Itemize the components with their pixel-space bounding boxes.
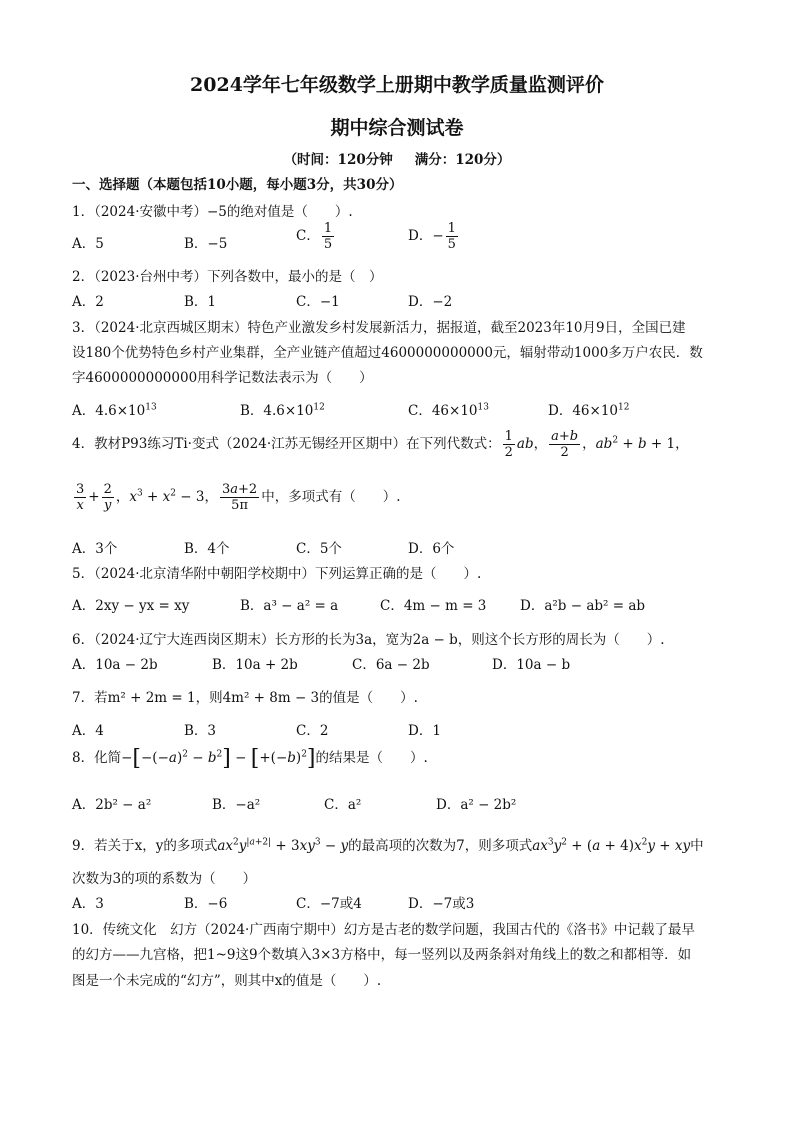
- q1-c-numerator: 1: [323, 221, 333, 236]
- q3-a-text: A．4.6×10: [72, 403, 146, 419]
- q1-d-denominator: 5: [447, 237, 456, 252]
- q3-c-exponent: 13: [477, 402, 489, 413]
- q4-line-2: [72, 482, 401, 513]
- q8-option-b: B．−a²: [212, 797, 261, 813]
- q4-option-d: D．6个: [408, 541, 455, 557]
- q8-option-c: C．a²: [324, 797, 362, 813]
- q9-option-b: B．−6: [184, 896, 228, 912]
- q1-option-c-fraction: [322, 221, 334, 252]
- q3-d-exponent: 12: [618, 402, 630, 413]
- exam-time: （时间：120分钟: [283, 152, 393, 168]
- q1-c-denominator: 5: [323, 237, 333, 252]
- q2-option-b: B．1: [184, 294, 217, 310]
- q2-option-c: C．−1: [296, 294, 340, 310]
- q4-expressions-2: $\frac{3}{x}$ + $\frac{2}{y}$ ，$x^3 + x^2 - 3$， $\frac{3a+2}{5\pi}$: [76, 482, 258, 513]
- q4-line-2-text: 中，多项式有（ ）.: [261, 489, 401, 505]
- q5-option-b: B．a³ − a² = a: [240, 598, 339, 614]
- q1-option-a: A．5: [72, 236, 104, 252]
- section-heading: 一、选择题（本题包括10小题，每小题3分，共30分）: [72, 177, 403, 193]
- q4-option-a: A．3个: [72, 541, 118, 557]
- q7-option-d: D．1: [408, 723, 441, 739]
- q2-option-a: A．2: [72, 294, 104, 310]
- q2-option-d: D．−2: [408, 294, 453, 310]
- q10-line-3: 图是一个未完成的“幻方”，则其中x的值是（ ）.: [72, 973, 382, 989]
- q4-line-1-text: 4．教材P93练习Ti·变式（2024·江苏无锡经开区期中）在下列代数式：: [72, 436, 501, 452]
- q9-text-b: 的最高项的次数为7，则多项式: [348, 838, 533, 854]
- q9-text-c: 中: [690, 838, 704, 854]
- q8-stem: [72, 746, 428, 771]
- q9-polynomial-1: $ax^2y^{|a+2|} + 3xy^3 - y$: [217, 837, 349, 854]
- q8-post-text: 的结果是（ ）.: [315, 750, 428, 766]
- q3-a-exponent: 13: [145, 402, 157, 413]
- exam-score: 满分：120分）: [414, 152, 511, 168]
- q3-option-b: [240, 399, 325, 419]
- q7-option-b: B．3: [184, 723, 217, 739]
- q6-option-c: C．6a − 2b: [352, 657, 430, 673]
- q3-option-c: [408, 399, 489, 419]
- q4-expressions-1: $\frac{1}{2}$ ab， $\frac{a+b}{2}$ ，$ab^2 + b + 1$，: [504, 429, 689, 460]
- q5-option-c: C．4m − m = 3: [380, 598, 487, 614]
- q7-option-c: C．2: [296, 723, 329, 739]
- q1-d-numerator: 1: [447, 221, 456, 236]
- exam-title: 2024学年七年级数学上册期中教学质量监测评价: [190, 74, 604, 96]
- q8-option-a: A．2b² − a²: [72, 797, 152, 813]
- q8-expression: $-[-(-a)^2 - b^2] - [+(-b)^2]$: [121, 746, 316, 771]
- q7-option-a: A．4: [72, 723, 104, 739]
- q9-polynomial-2: $ax^3y^2 + (a + 4)x^2y$ + xy: [532, 837, 691, 854]
- q3-line-3: 字4600000000000用科学记数法表示为（ ）: [72, 370, 373, 386]
- q1-option-c-label: C．: [296, 228, 320, 244]
- q5-option-a: A．2xy − yx = xy: [72, 598, 190, 614]
- q1-option-c: [296, 221, 336, 252]
- q1-option-d-fraction: [446, 221, 458, 252]
- q3-b-exponent: 12: [313, 402, 325, 413]
- q9-option-d: D．−7或3: [408, 896, 475, 912]
- exam-time-score: [0, 148, 794, 168]
- q3-line-2: 设180个优势特色乡村产业集群，全产业链产值超过4600000000000元，辐射带动1000多万户农民．数: [72, 345, 703, 361]
- q4-option-b: B．4个: [184, 541, 230, 557]
- q6-option-a: A．10a − 2b: [72, 657, 158, 673]
- q8-option-d: D．a² − 2b²: [436, 797, 517, 813]
- q6-stem: 6．（2024·辽宁大连西岗区期末）长方形的长为3a，宽为2a − b，则这个长方形的周长为（ ）.: [72, 632, 665, 648]
- q3-d-text: D．46×10: [548, 403, 618, 419]
- q1-option-b: B．−5: [184, 236, 228, 252]
- q3-b-text: B．4.6×10: [240, 403, 314, 419]
- q4-option-c: C．5个: [296, 541, 342, 557]
- q1-stem: 1．（2024·安徽中考）−5的绝对值是（ ）.: [72, 204, 353, 220]
- q6-option-d: D．10a − b: [492, 657, 571, 673]
- exam-subtitle: 期中综合测试卷: [330, 117, 464, 139]
- q9-text-a: 9．若关于x，y的多项式: [72, 838, 218, 854]
- q5-stem: 5．（2024·北京清华附中朝阳学校期中）下列运算正确的是（ ）.: [72, 566, 482, 582]
- q1-option-d: [408, 221, 460, 252]
- q4-line-1: [72, 429, 689, 460]
- q9-line-1: [72, 834, 704, 854]
- q9-line-2: 次数为3的项的系数为（ ）: [72, 871, 257, 887]
- q3-option-a: [72, 399, 157, 419]
- q3-line-1: 3．（2024·北京西城区期末）特色产业激发乡村发展新活力，据报道，截至2023年10月9日，全国已建: [72, 320, 686, 336]
- q9-option-c: C．−7或4: [296, 896, 362, 912]
- q5-option-d: D．a²b − ab² = ab: [520, 598, 646, 614]
- q10-line-1: 10．传统文化 幻方（2024·广西南宁期中）幻方是古老的数学问题，我国古代的《洛书》中记载了最早: [72, 922, 695, 938]
- q3-c-text: C．46×10: [408, 403, 478, 419]
- q10-line-2: 的幻方——九宫格，把1~9这9个数填入3×3方格中，每一竖列以及两条斜对角线上的数之和都相等．如: [72, 947, 692, 963]
- q9-option-a: A．3: [72, 896, 104, 912]
- q1-option-d-label: D．−: [408, 228, 444, 244]
- q6-option-b: B．10a + 2b: [212, 657, 298, 673]
- q8-pre-text: 8．化简: [72, 750, 122, 766]
- q3-option-d: [548, 399, 629, 419]
- q7-stem: 7．若m² + 2m = 1，则4m² + 8m − 3的值是（ ）.: [72, 690, 418, 706]
- q2-stem: 2．（2023·台州中考）下列各数中，最小的是（ ）: [72, 269, 383, 285]
